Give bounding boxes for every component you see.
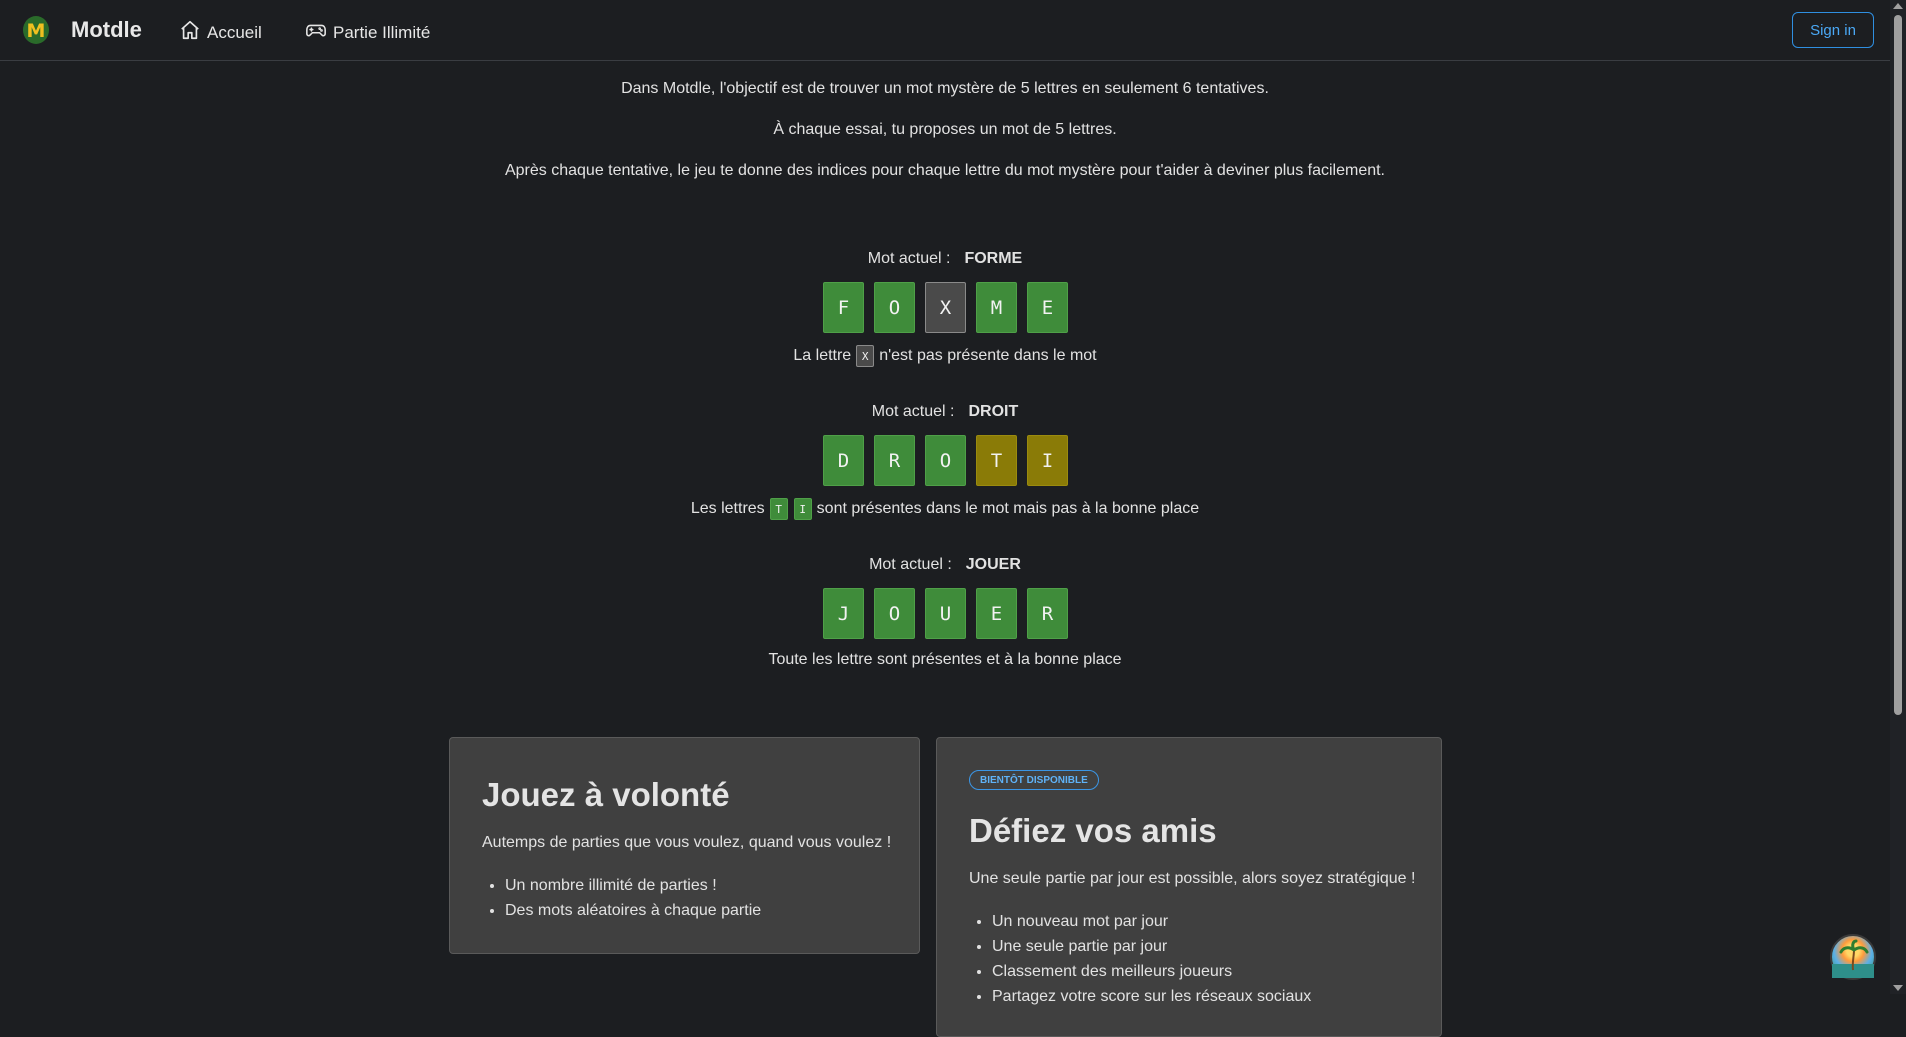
letter-tile: E	[976, 588, 1017, 639]
list-item: • Partagez votre score sur les réseaux sociaux	[992, 984, 1311, 1009]
nav-accueil[interactable]	[179, 19, 262, 46]
page-scrollbar[interactable]	[1890, 0, 1906, 994]
motdle-logo-icon[interactable]	[22, 15, 50, 45]
top-navbar	[0, 0, 1890, 61]
unlimited-play-card[interactable]	[449, 737, 920, 954]
list-item: • Une seule partie par jour	[992, 934, 1311, 959]
card-title: Défiez vos amis	[969, 812, 1217, 849]
list-item: • Des mots aléatoires à chaque partie	[505, 898, 761, 923]
scroll-up-arrow-icon[interactable]	[1893, 3, 1903, 9]
letter-tile: R	[1027, 588, 1068, 639]
card-feature-list	[992, 909, 1311, 1009]
desc-after: n'est pas présente dans le mot	[879, 347, 1097, 364]
example-title-label: Mot actuel :	[869, 556, 952, 573]
list-item: • Un nombre illimité de parties !	[505, 873, 761, 898]
nav-partie-illimite-label: Partie Illimité	[333, 22, 431, 42]
letter-tile: O	[874, 282, 915, 333]
nav-accueil-label: Accueil	[207, 22, 262, 42]
intro-paragraph-1: Dans Motdle, l'objectif est de trouver un mot mystère de 5 lettres en seulement 6 tentatives.	[621, 80, 1269, 97]
palm-tree-icon	[1832, 936, 1874, 978]
example-title-label: Mot actuel :	[867, 250, 951, 267]
example-word: FORME	[964, 250, 1023, 267]
mini-letter-tile: I	[794, 498, 812, 520]
example-title	[0, 556, 1890, 574]
home-icon	[179, 19, 201, 46]
letter-tile: O	[874, 588, 915, 639]
example-description	[0, 498, 1890, 520]
letter-tile: D	[823, 435, 864, 486]
letter-tile: R	[874, 435, 915, 486]
example-description	[0, 651, 1890, 669]
example-tiles	[823, 588, 1068, 639]
example-title-label: Mot actuel :	[871, 403, 955, 420]
gamepad-icon	[305, 19, 327, 46]
desc-before: Les lettres	[690, 500, 765, 517]
svg-text:M: M	[26, 20, 46, 42]
card-title: Jouez à volonté	[482, 776, 730, 813]
scrollbar-thumb[interactable]	[1894, 15, 1902, 715]
letter-tile: T	[976, 435, 1017, 486]
mini-letter-tile: T	[770, 498, 788, 520]
coming-soon-badge: BIENTÔT DISPONIBLE	[969, 770, 1099, 790]
nav-partie-illimite[interactable]	[305, 19, 430, 46]
list-item: • Un nouveau mot par jour	[992, 909, 1311, 934]
desc-before: La lettre	[793, 347, 852, 364]
card-lead: Autemps de parties que vous voulez, quand vous voulez !	[482, 834, 892, 851]
letter-tile: J	[823, 588, 864, 639]
floating-avatar-button[interactable]	[1830, 934, 1876, 980]
scroll-down-arrow-icon[interactable]	[1893, 985, 1903, 991]
example-title	[0, 403, 1890, 421]
letter-tile: I	[1027, 435, 1068, 486]
example-word: JOUER	[965, 556, 1021, 573]
mini-letter-tile: X	[856, 345, 874, 367]
card-feature-list	[505, 873, 761, 923]
example-word: DROIT	[968, 403, 1019, 420]
desc-after: sont présentes dans le mot mais pas à la bonne place	[816, 500, 1200, 517]
example-tiles	[823, 435, 1068, 486]
brand-name[interactable]: Motdle	[71, 17, 142, 42]
letter-tile: X	[925, 282, 966, 333]
card-lead: Une seule partie par jour est possible, alors soyez stratégique !	[969, 870, 1416, 887]
sign-in-button[interactable]: Sign in	[1792, 12, 1874, 48]
letter-tile: O	[925, 435, 966, 486]
letter-tile: U	[925, 588, 966, 639]
letter-tile: F	[823, 282, 864, 333]
desc-text: Toute les lettre sont présentes et à la bonne place	[768, 651, 1122, 668]
example-description	[0, 345, 1890, 367]
letter-tile: M	[976, 282, 1017, 333]
example-title	[0, 250, 1890, 268]
list-item: • Classement des meilleurs joueurs	[992, 959, 1311, 984]
intro-paragraph-3: Après chaque tentative, le jeu te donne des indices pour chaque lettre du mot mystère pour t'aider à deviner plus facilement.	[504, 162, 1385, 179]
letter-tile: E	[1027, 282, 1068, 333]
challenge-friends-card[interactable]	[936, 737, 1442, 1037]
example-tiles	[823, 282, 1068, 333]
intro-paragraph-2: À chaque essai, tu proposes un mot de 5 lettres.	[773, 121, 1117, 138]
